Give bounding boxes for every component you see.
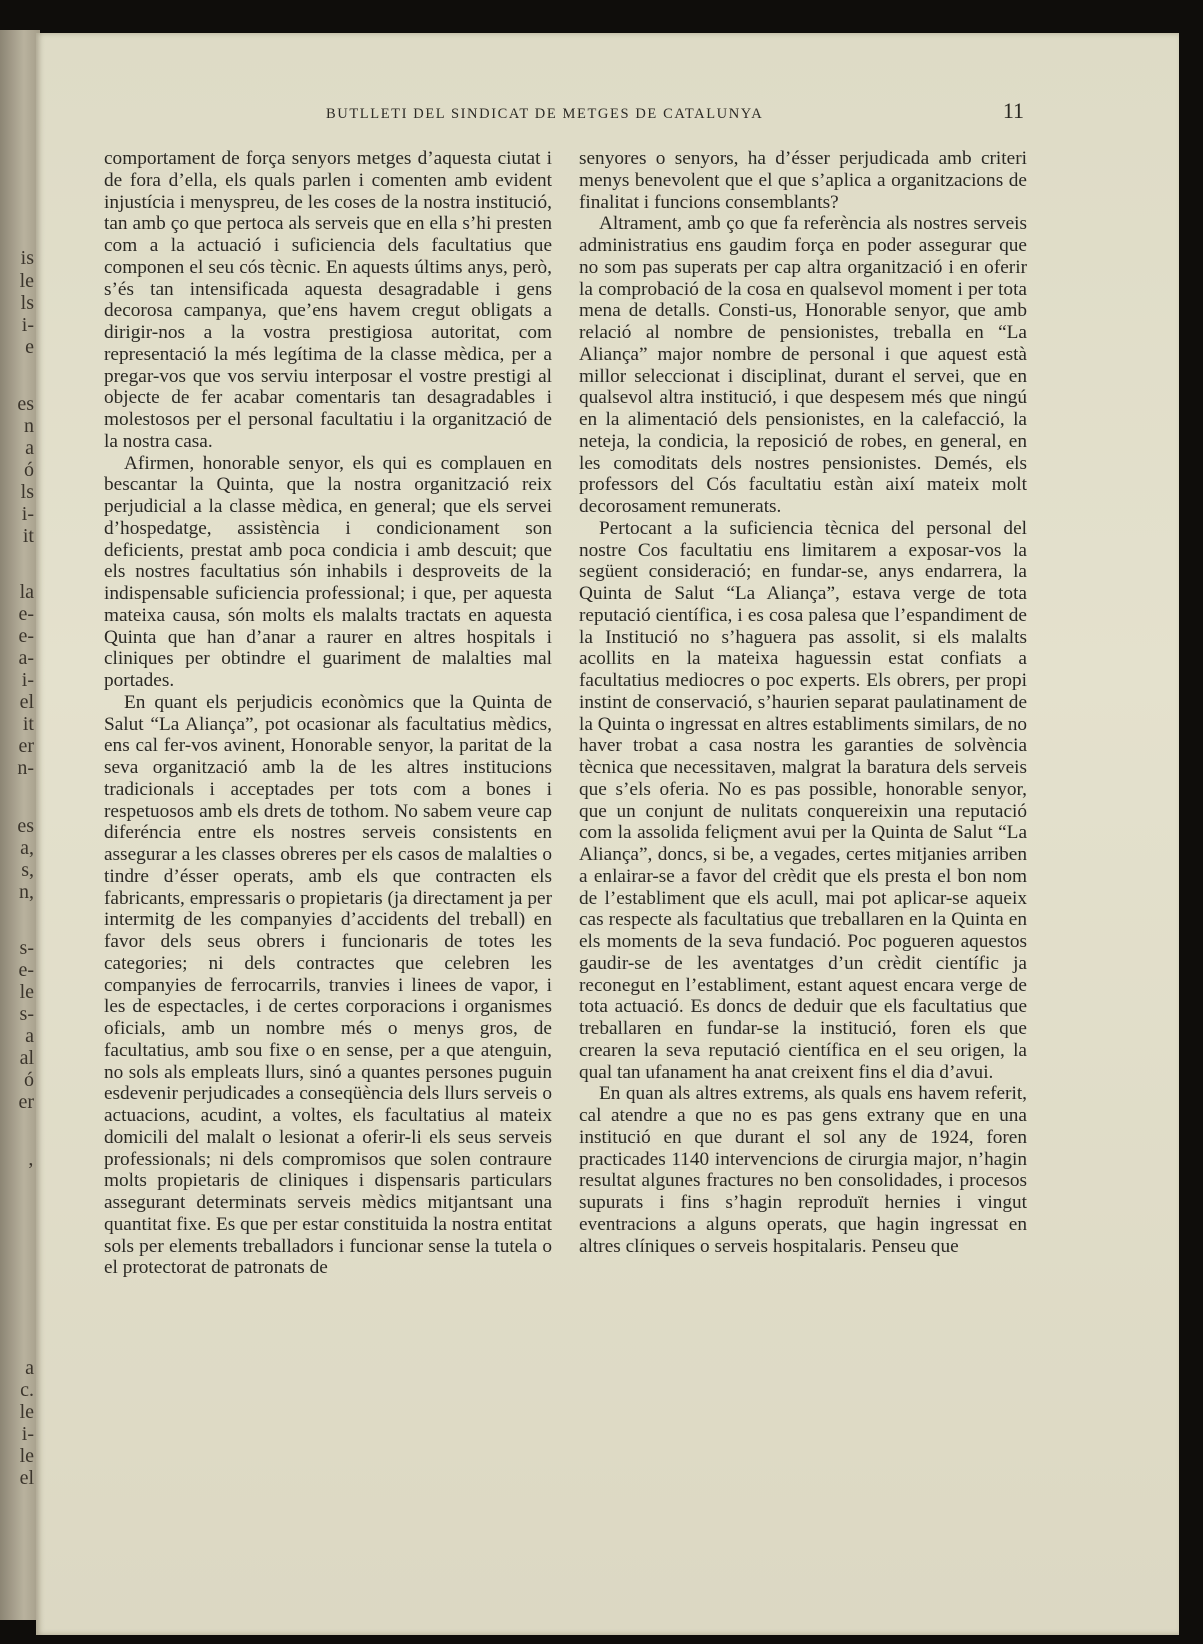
prev-page-fragment: e-	[18, 603, 34, 625]
prev-page-fragment: i-	[21, 669, 34, 691]
prev-page-fragment: el	[19, 691, 34, 713]
prev-page-fragment: la	[19, 581, 34, 603]
running-header	[36, 98, 1179, 128]
prev-page-fragment: le	[19, 1401, 34, 1423]
right-column	[579, 148, 1027, 1257]
prev-page-fragment: is	[20, 247, 34, 269]
prev-page-fragment: le	[19, 981, 34, 1003]
paragraph: Altrament, amb ço que fa referència als nostres serveis administratius ens gaudim força en poder assegurar que no som pas superats per cap altra organització i en oferir la comprobació de la cosa en qualsevol moment i per tota mena de detalls. Consti-us, Honorable senyor, que amb relació al nombre de pensionistes, treballa en “La Aliança” major nombre de personal i que aquest està millor seleccionat i disciplinat, durant el servei, que en qualsevol altra institució, i que despesem més que ningú en la alimentació dels pensionistes, en la calefacció, la neteja, la condicia, la reposició de robes, en general, en les comoditats dels nostres pensionistes. Demés, els professors del Cós facultatiu estàn així mateix molt decorosament remunerats.	[579, 213, 1027, 517]
prev-page-fragment: it	[22, 713, 34, 735]
paragraph: comportament de força senyors metges d’aquesta ciutat i de fora d’ella, els quals parlen i comenten amb evident injustícia i menyspreu, de les coses de la nostra institució, tan amb ço que pertoca als serveis que en ella s’hi presten com a la actuació i suficiencia dels facultatius que componen el seu cós tècnic. En aquests últims anys, però, s’és tan intensificada aquesta desagradable i gens decorosa campanya, que’ens havem cregut obligats a dirigir-nos a la vostra prestigiosa autoritat, com representació la més legítima de la classe mèdica, per a pregar-vos que vos serviu interposar el vostre prestigi al objecte de fer acabar comentaris tan desagradables i molestosos per el personal facultatiu i la organització de la nostra casa.	[104, 148, 552, 452]
paragraph: Pertocant a la suficiencia tècnica del personal del nostre Cos facultatiu ens limitarem a exposar-vos la següent consideració; en fundar-se, anys endarrera, la Quinta de Salut “La Aliança”, estava verge de tota reputació científica, i es cosa palesa que l’espandiment de la Institució no s’haguera pas assolit, si els malalts acollits en la mateixa haguessin estat confiats a facultatius mediocres o poc experts. Els obrers, per propi instint de conservació, s’haurien separat paulatinament de la Quinta o ingressat en altres establiments similars, de no haver trobat a casa nostra les garanties de solvència tècnica que necessitaven, malgrat la baratura dels serveis que s’els oferia. No es pas possible, honorable senyor, que un conjunt de nulitats conquereixin una reputació com la assolida feliçment avui per la Quinta de Salut “La Aliança”, doncs, si be, a vegades, certes mitjanies arriben a enlairar-se a favor del crèdit que els presta el bon nom de l’establiment que els acull, mai pot aplicar-se aqueix cas respecte als facultatius que treballaren en la Quinta en els moments de la seva fundació. Poc pogueren aquestos gaudir-se de les aventatges d’un crèdit científic ja reconegut en l’establiment, estant aquest encara verge de tota actuació. Es doncs de deduir que els facultatius que treballaren en fundar-se la institució, foren els que crearen la seva reputació científica en el seu origen, la qual tan ufanament ha anat creixent fins el dia d’avui.	[579, 517, 1027, 1083]
prev-page-fragment: it	[22, 525, 34, 547]
prev-page-fragment: a	[25, 1357, 34, 1379]
prev-page-fragment: a,	[20, 837, 34, 859]
prev-page-fragment: e-	[18, 959, 34, 981]
paragraph: Afirmen, honorable senyor, els qui es complauen en bescantar la Quinta, que la nostra organització reix perjudicial a la classe mèdica, en general; que els servei d’hospedatge, assistència i condicionament son deficients, prestat amb poca condicia i amb descuit; que els nostres facultatius són inhabils i desproveits de la indispensable suficiencia professional; i que, per aquesta mateixa causa, són molts els malalts tractats en aquesta Quinta que han d’anar a raurer en altres hospitals i cliniques per obtindre el guariment de malalties mal portades.	[104, 452, 552, 691]
prev-page-fragment: a	[25, 1025, 34, 1047]
prev-page-fragment: e	[25, 336, 34, 358]
prev-page-fragment: n	[24, 415, 34, 437]
prev-page-fragment: es	[17, 815, 34, 837]
prev-page-fragment: al	[19, 1047, 34, 1069]
prev-page-fragment: ls	[20, 292, 34, 314]
prev-page-fragment: n,	[19, 881, 34, 903]
prev-page-fragment: n-	[17, 757, 34, 779]
paragraph: En quant els perjudicis econòmics que la Quinta de Salut “La Aliança”, pot ocasionar als facultatius mèdics, ens cal fer-vos avinent, Honorable senyor, la paritat de la seva organització amb la de les altres institucions tradicionals i acceptades per tots com a bones i respetuosos amb els drets de tothom. No sabem veure cap diferéncia entre els nostres serveis consistents en assegurar a les classes obreres per els casos de malalties o tindre d’ésser operats, amb els que contracten els fabricants, empressaris o propietaris (ja directament ja per intermitg de les companyies d’accidents del treball) en favor dels seus obrers i funcionaris de totes les categories; ni dels contractes que celebren les companyies de ferrocarrils, tranvies i linees de vapor, i les de espectacles, i de certes corporacions i organismes oficials, amb un nombre més o menys gros, de facultatius, amb sou fixe o en sense, per a que atenguin, no sols als empleats llurs, sinó a quantes persones puguin esdevenir perjudicades a conseqüència dels llurs serveis o actuacions, acudint, a voltes, els facultatius al mateix domicili del malalt o lesionat a oferir-li els seus serveis professionals; ni dels compromisos que solen contraure molts propietaris de cliniques i dispensaris particulars assegurant determinats serveis mèdics mitjantsant una quantitat fixe. Es que per estar constituida la nostra entitat sols per elements treballadors i funcionar sense la tutela o el protectorat de patronats de	[104, 691, 552, 1279]
prev-page-fragment: s-	[19, 937, 34, 959]
prev-page-fragment: er	[18, 1091, 34, 1113]
left-column	[104, 148, 552, 1279]
prev-page-fragment: c.	[20, 1379, 34, 1401]
prev-page-fragment: i-	[21, 503, 34, 525]
prev-page-fragment: ls	[20, 481, 34, 503]
prev-page-fragment: a-	[18, 647, 34, 669]
prev-page-fragment: i-	[21, 314, 34, 336]
previous-page-edge	[0, 30, 40, 1620]
prev-page-fragment: ó	[24, 1069, 34, 1091]
document-page	[36, 33, 1179, 1635]
prev-page-fragment: e-	[18, 625, 34, 647]
prev-page-fragment: es	[17, 393, 34, 415]
paragraph: senyores o senyors, ha d’ésser perjudicada amb criteri menys benevolent que el que s’aplica a organitzacions de finalitat i funcions consemblants?	[579, 148, 1027, 213]
prev-page-fragment: er	[18, 735, 34, 757]
prev-page-fragment: ó	[24, 459, 34, 481]
prev-page-fragment: i-	[21, 1423, 34, 1445]
prev-page-fragment: s,	[21, 859, 34, 881]
paragraph: En quan als altres extrems, als quals ens havem referit, cal atendre a que no es pas gens extrany que en una institució en que durant el sol any de 1924, foren practicades 1140 intervencions de cirurgia major, n’hagin resultat algunes fractures no ben consolidades, i procesos supurats i fins s’hagin reproduït hernies i vingut eventracions a alguns operats, que hagin ingressat en altres clíniques o serveis hospitalaris. Penseu que	[579, 1083, 1027, 1257]
page-number: 11	[1002, 98, 1024, 123]
prev-page-fragment: ’	[27, 1159, 34, 1181]
journal-title: BUTLLETI DEL SINDICAT DE METGES DE CATALUNYA	[326, 106, 764, 122]
prev-page-fragment: le	[19, 270, 34, 292]
prev-page-fragment: el	[19, 1467, 34, 1489]
prev-page-fragment: a	[25, 437, 34, 459]
prev-page-fragment: le	[19, 1445, 34, 1467]
prev-page-fragment: s-	[19, 1003, 34, 1025]
